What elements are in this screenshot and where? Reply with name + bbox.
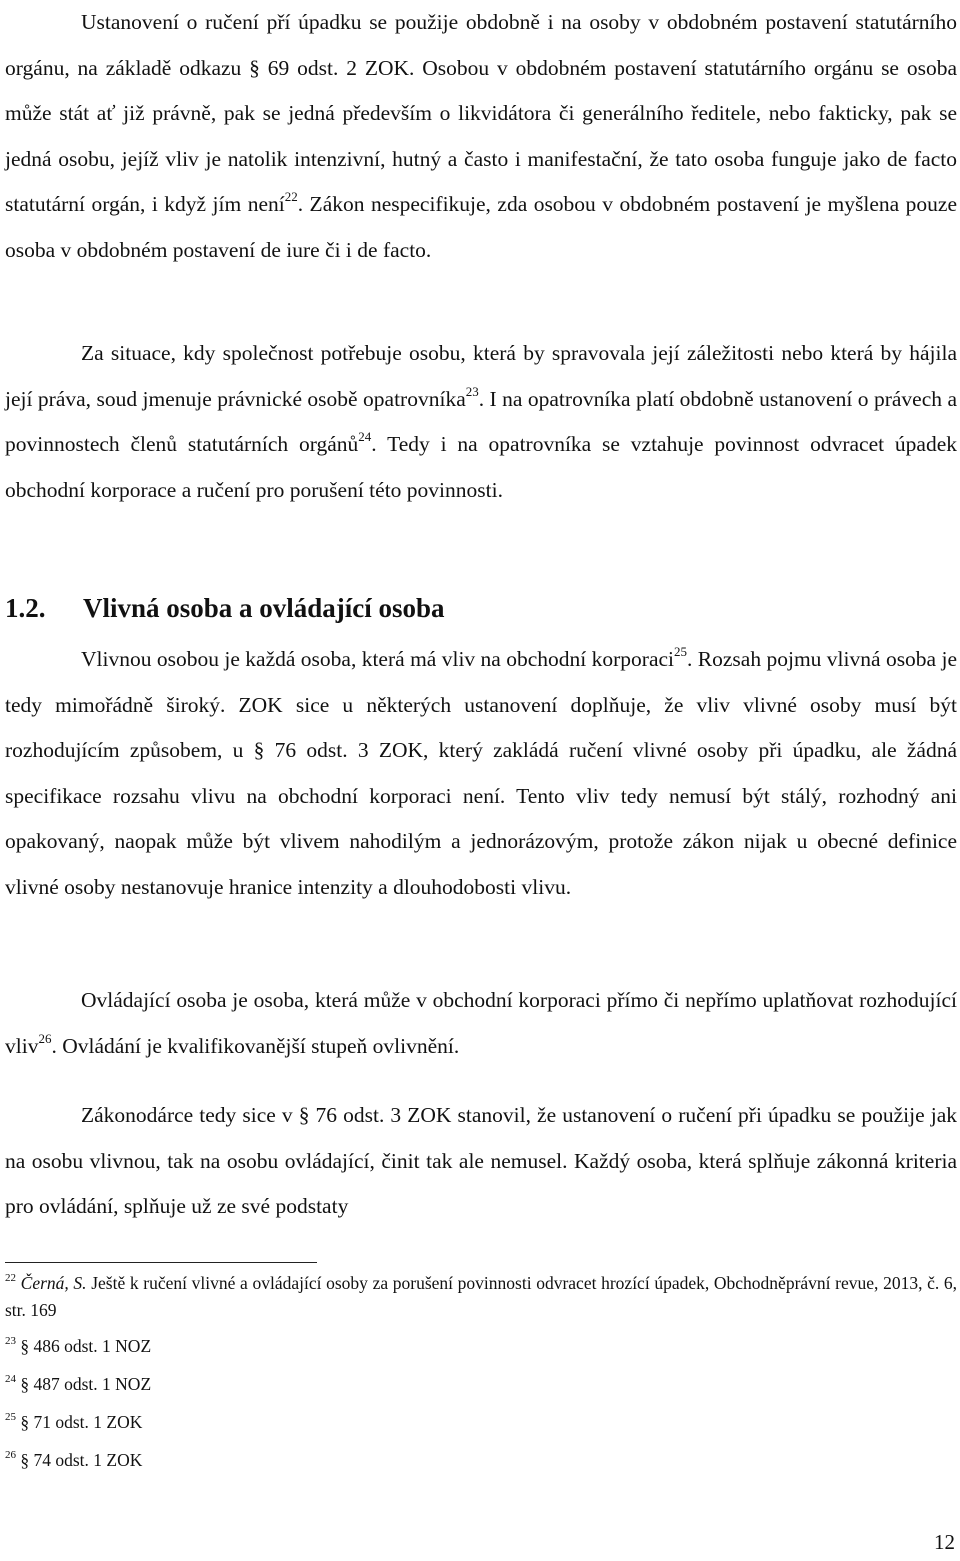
footnote-author: Černá, S.: [20, 1273, 87, 1293]
paragraph-3: [5, 637, 957, 910]
footnote-ref-23[interactable]: 23: [465, 383, 479, 399]
paragraph-4-text-cont: . Ovládání je kvalifikovanější stupeň ovlivnění.: [51, 1033, 460, 1058]
footnote-number: 26: [5, 1449, 16, 1461]
footnote-number: 24: [5, 1373, 16, 1385]
paragraph-2-text: Za situace, kdy společnost potřebuje osobu, která by spravovala její záležitosti nebo která by hájila její práva, soud jmenuje právnické osobě opatrovníka: [5, 341, 957, 411]
footnote-text: § 74 odst. 1 ZOK: [20, 1450, 143, 1470]
paragraph-2: [5, 331, 957, 513]
section-number: 1.2.: [5, 593, 46, 623]
page-number: 12: [934, 1530, 955, 1554]
paragraph-1-text: Ustanovení o ručení pří úpadku se použije obdobně i na osoby v obdobném postavení statutárního orgánu, na základě odkazu § 69 odst. 2 ZOK. Osobou v obdobném postavení statutárního orgánu se osoba může stát ať již právně, pak se jedná především o likvidátora či generálního ředitele, nebo fakticky, pak se jedná osobu, jejíž vliv je natolik intenzivní, hutný a často i manifestační, že tato osoba funguje jako de facto statutární orgán, i když jím není: [5, 10, 957, 216]
footnote-divider: [5, 1262, 317, 1263]
paragraph-2-text-end: . Tedy i na opatrovníka se vztahuje povinnost odvracet úpadek obchodní korporace a ručení pro porušení této povinnosti.: [5, 432, 957, 502]
footnote-text: § 71 odst. 1 ZOK: [20, 1412, 143, 1432]
paragraph-3-text: Vlivnou osobou je každá osoba, která má vliv na obchodní korporaci: [81, 647, 675, 671]
paragraph-2-text-cont: . I na opatrovníka platí obdobně ustanovení o právech a povinnostech členů statutárních orgánů: [5, 386, 957, 456]
footnote-text: § 486 odst. 1 NOZ: [20, 1336, 152, 1356]
paragraph-5-text: Zákonodárce tedy sice v § 76 odst. 3 ZOK stanovil, že ustanovení o ručení při úpadku se použije jak na osobu vlivnou, tak na osobu ovládající, činit tak ale nemusel. Každý osoba, která splňuje zákonná kriteria pro ovládání, splňuje už ze své podstaty: [5, 1103, 957, 1218]
paragraph-3-text-cont: . Rozsah pojmu vlivná osoba je tedy mimořádně široký. ZOK sice u některých ustanovení doplňuje, že vliv vlivné osoby musí být rozhodujícím způsobem, u § 76 odst. 3 ZOK, který zakládá ručení vlivné osoby při úpadku, ale žádná specifikace rozsahu vlivu na obchodní korporaci není. Tento vliv tedy nemusí být stálý, rozhodný ani opakovaný, naopak může být vlivem nahodilým a jednorázovým, protože zákon nijak u obecné definice vlivné osoby nestanovuje hranice intenzity a dlouhodobosti vlivu.: [5, 647, 958, 899]
footnote-24: [5, 1371, 957, 1398]
paragraph-1-text-cont: . Zákon nespecifikuje, zda osobou v obdobném postavení je myšlena pouze osoba v obdobném postavení de iure či i de facto.: [5, 192, 957, 262]
section-heading: [5, 586, 945, 630]
paragraph-4: [5, 978, 957, 1069]
paragraph-1: [5, 0, 957, 273]
footnote-ref-24[interactable]: 24: [358, 429, 372, 444]
footnote-number: 25: [5, 1411, 16, 1423]
footnote-25: [5, 1409, 957, 1436]
footnote-26: [5, 1447, 957, 1474]
footnote-number: 22: [5, 1272, 16, 1284]
section-title: Vlivná osoba a ovládající osoba: [83, 593, 445, 623]
footnote-ref-22[interactable]: 22: [284, 189, 298, 204]
footnote-ref-25[interactable]: 25: [674, 644, 688, 659]
footnote-text: § 487 odst. 1 NOZ: [20, 1374, 152, 1394]
footnote-23: [5, 1333, 957, 1360]
paragraph-4-text: Ovládající osoba je osoba, která může v obchodní korporaci přímo či nepřímo uplatňovat rozhodující vliv: [5, 988, 957, 1058]
footnote-text: Ještě k ručení vlivné a ovládající osoby za porušení povinnosti odvracet hrozící úpadek, Obchodněprávní revue, 2013, č. 6, str. 169: [5, 1273, 958, 1320]
footnote-number: 23: [5, 1335, 16, 1347]
paragraph-5: [5, 1093, 957, 1230]
footnote-ref-26[interactable]: 26: [38, 1030, 52, 1046]
footnote-22: [5, 1270, 957, 1324]
